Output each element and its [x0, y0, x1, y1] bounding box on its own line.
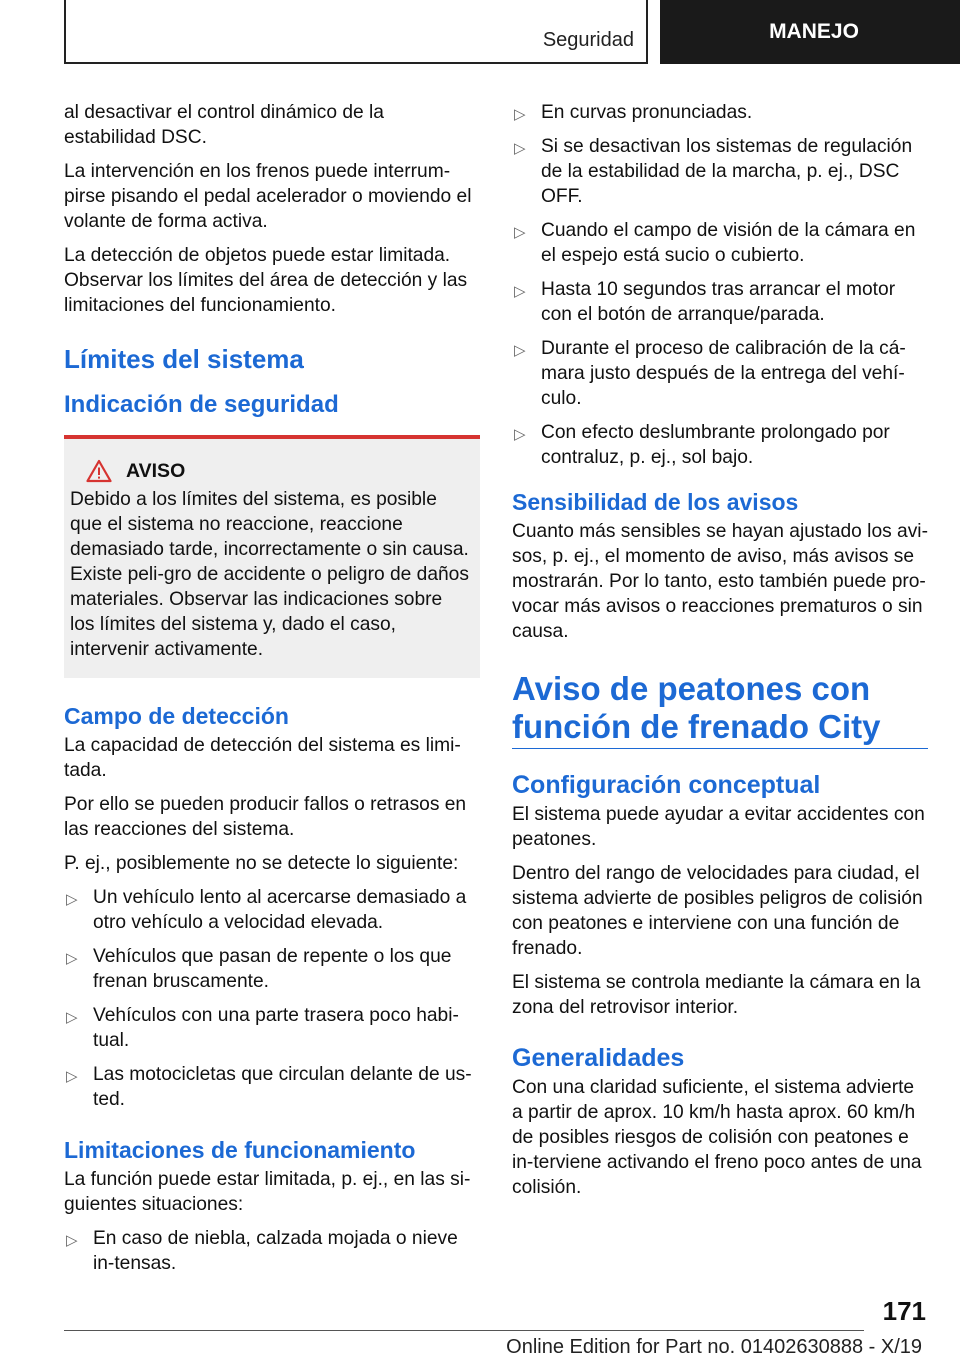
heading-concept: Configuración conceptual	[512, 771, 821, 799]
triangle-bullet-icon: ▷	[66, 891, 78, 908]
list-item: ▷ Vehículos con una parte trasera poco habi-tual.	[66, 1005, 459, 1051]
list-item: ▷ Hasta 10 segundos tras arrancar el motor con el botón de arranque/parada.	[514, 279, 896, 325]
heading-safety: Indicación de seguridad	[64, 391, 339, 418]
paragraph: La capacidad de detección del sistema es limi-tada.	[64, 735, 461, 781]
warning-text: Debido a los límites del sistema, es posible que el sistema no reaccione, reaccione demasiado tarde, incorrectamente o sin causa. Existe peli-gro de accidente o peligro de daños materiales. Observar las indicaciones sobre los límites del sistema y, dado el caso, intervenir activamente.	[70, 489, 469, 660]
list-item: ▷ Con efecto deslumbrante prolongado por contraluz, p. ej., sol bajo.	[514, 422, 890, 468]
triangle-bullet-icon: ▷	[66, 950, 78, 967]
list-item: ▷ Cuando el campo de visión de la cámara en el espejo está sucio o cubierto.	[514, 220, 916, 266]
paragraph: Por ello se pueden producir fallos o retrasos en las reacciones del sistema.	[64, 794, 467, 840]
heading-system-limits: Límites del sistema	[64, 344, 304, 374]
limitations-list-continued	[512, 100, 928, 470]
triangle-bullet-icon: ▷	[66, 1232, 78, 1249]
list-item: ▷ Vehículos que pasan de repente o los que frenan bruscamente.	[66, 946, 452, 992]
triangle-bullet-icon: ▷	[66, 1009, 78, 1026]
header-section-label: Seguridad	[542, 29, 634, 51]
warning-title: AVISO	[126, 459, 186, 482]
list-item: ▷ Las motocicletas que circulan delante de us-ted.	[66, 1064, 472, 1110]
footer-edition: Online Edition for Part no. 01402630888 - X/19	[506, 1336, 922, 1358]
page-number: 171	[882, 1296, 926, 1326]
header-section-box	[64, 0, 648, 64]
list-item: ▷ Durante el proceso de calibración de la cá-mara justo después de la entrega del vehí-culo.	[514, 338, 906, 409]
paragraph: La intervención en los frenos puede interrum-pirse pisando el pedal acelerador o moviendo el volante de forma activa.	[64, 161, 472, 232]
detection-list	[64, 885, 480, 1112]
paragraph: P. ej., posiblemente no se detecte lo siguiente:	[64, 853, 459, 874]
right-column	[512, 100, 928, 1209]
heading-warning-sensitivity: Sensibilidad de los avisos	[512, 489, 799, 515]
list-item: ▷ Si se desactivan los sistemas de regulación de la estabilidad de la marcha, p. ej., DSC OFF.	[514, 136, 913, 207]
chapter-title-line-1: Aviso de peatones con	[512, 670, 871, 707]
paragraph: La detección de objetos puede estar limitada. Observar los límites del área de detección y las limitaciones del funcionamiento.	[64, 245, 468, 316]
triangle-bullet-icon: ▷	[514, 283, 526, 300]
heading-detection-field: Campo de detección	[64, 703, 289, 729]
header-chapter-tab: MANEJO	[660, 0, 960, 64]
triangle-bullet-icon: ▷	[514, 426, 526, 443]
paragraph: Con una claridad suficiente, el sistema advierte a partir de aprox. 10 km/h hasta aprox. 60 km/h de posibles riesgos de colisión con peatones e in-terviene activando el freno poco antes de una colisión.	[512, 1077, 922, 1198]
heading-limitations: Limitaciones de funcionamiento	[64, 1137, 416, 1163]
warning-box	[64, 439, 480, 678]
warning-triangle-icon	[86, 459, 112, 483]
triangle-bullet-icon: ▷	[514, 342, 526, 359]
paragraph: La función puede estar limitada, p. ej., en las si-guientes situaciones:	[64, 1169, 471, 1215]
list-item: ▷ Un vehículo lento al acercarse demasiado a otro vehículo a velocidad elevada.	[66, 887, 467, 933]
triangle-bullet-icon: ▷	[514, 106, 526, 123]
paragraph: al desactivar el control dinámico de la estabilidad DSC.	[64, 102, 384, 148]
paragraph: El sistema puede ayudar a evitar accidentes con peatones.	[512, 804, 925, 850]
paragraph: El sistema se controla mediante la cámara en la zona del retrovisor interior.	[512, 972, 921, 1018]
footer-rule	[64, 1330, 864, 1331]
triangle-bullet-icon: ▷	[66, 1068, 78, 1085]
paragraph: Dentro del rango de velocidades para ciudad, el sistema advierte de posibles peligros de colisión con peatones e interviene con una función de frenado.	[512, 863, 923, 959]
paragraph: Cuanto más sensibles se hayan ajustado los avi-sos, p. ej., el momento de aviso, más avisos se mostrarán. Por lo tanto, esto también puede pro-vocar más avisos o reacciones prematuros o sin causa.	[512, 521, 928, 642]
chapter-title-line-2: función de frenado City	[512, 708, 881, 745]
triangle-bullet-icon: ▷	[514, 224, 526, 241]
heading-general: Generalidades	[512, 1044, 685, 1072]
left-column	[64, 100, 480, 1285]
chapter-title-rule	[512, 748, 928, 749]
list-item: ▷ En curvas pronunciadas.	[512, 100, 928, 125]
list-item: ▷ En caso de niebla, calzada mojada o nieve in-tensas.	[66, 1228, 458, 1274]
limitations-list	[64, 1226, 480, 1276]
triangle-bullet-icon: ▷	[514, 140, 526, 157]
